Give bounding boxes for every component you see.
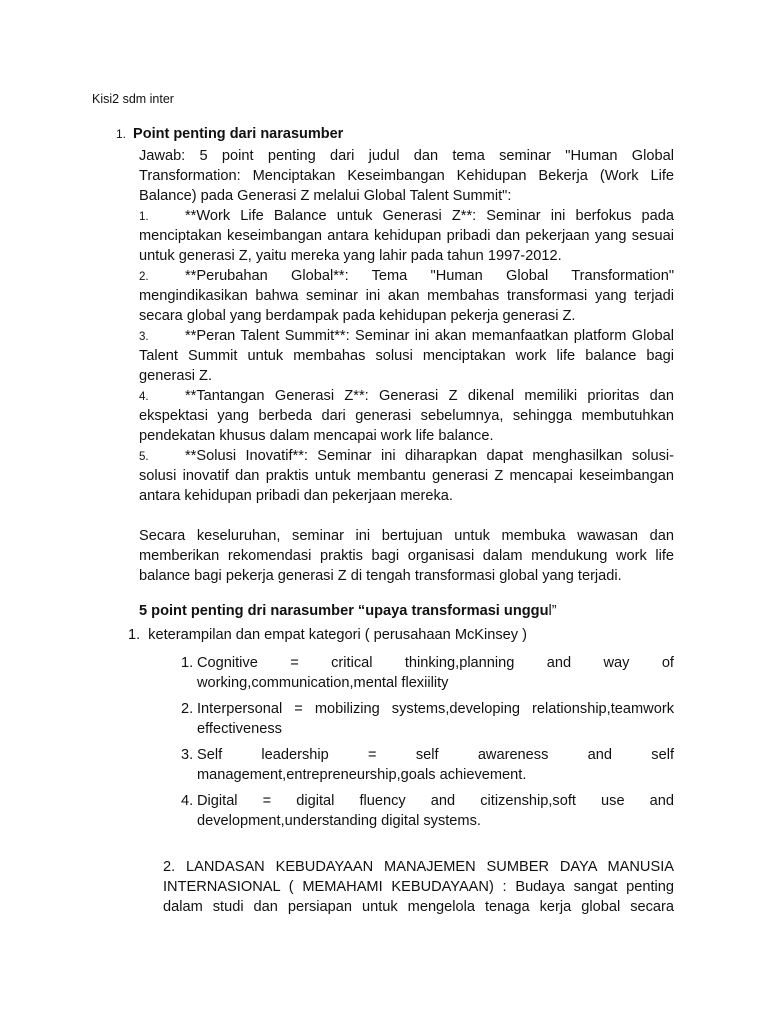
subsection-1 [128,627,527,643]
list-number: 5. [139,451,149,463]
category-line-1: Self leadership = self awareness and self [197,747,674,763]
category-number: 4. [181,793,194,809]
category-line-2: development,understanding digital systems. [197,813,481,829]
list-number: 4. [139,391,149,403]
category-item [181,699,674,739]
list-number: 1. [139,211,149,223]
category-line-1: Interpersonal = mobilizing systems,developing relationship,teamwork [197,701,674,717]
category-number: 3. [181,747,194,763]
section-2-heading [139,603,557,619]
list-text: **Tantangan Generasi Z**: Generasi Z dikenal memiliki prioritas dan ekspektasi yang berbeda dari generasi sebelumnya, sehingga membutuhkan pendekatan khusus dalam mencapai work life balance. [139,388,674,444]
category-line-2: management,entrepreneurship,goals achievement. [197,767,527,783]
section-1-number: 1. [116,127,127,141]
list-text: **Work Life Balance untuk Generasi Z**: Seminar ini berfokus pada menciptakan keseimbangan antara kehidupan pribadi dan pekerjaan yang sesuai untuk generasi Z, yaitu mereka yang lahir pada tahun 1997-2012. [139,208,674,264]
category-line-1: Cognitive = critical thinking,planning and way of [197,655,674,671]
list-text: **Peran Talent Summit**: Seminar ini akan memanfaatkan platform Global Talent Summit untuk membahas solusi menciptakan work life balance bagi generasi Z. [139,328,674,384]
category-number: 1. [181,655,194,671]
section-1-body [139,146,674,586]
category-number: 2. [181,701,194,717]
category-line-1: Digital = digital fluency and citizenship,soft use and [197,793,674,809]
list-item [139,446,674,506]
category-item [181,791,674,831]
list-item [139,386,674,446]
answer-paragraph: Jawab: 5 point penting dari judul dan tema seminar "Human Global Transformation: Menciptakan Keseimbangan Kehidupan Bekerja (Work Life Balance) pada Generasi Z melalui Global Talent Summit": [139,148,674,204]
list-text: **Solusi Inovatif**: Seminar ini diharapkan dapat menghasilkan solusi-solusi inovatif dan praktis untuk membantu generasi Z mencapai keseimbangan antara kehidupan pribadi dan pekerjaan mereka. [139,448,674,504]
category-line-2: working,communication,mental flexiility [197,675,449,691]
category-item [181,653,674,693]
section-3-paragraph: 2. LANDASAN KEBUDAYAAN MANAJEMEN SUMBER DAYA MANUSIA INTERNASIONAL ( MEMAHAMI KEBUDAYAAN) : Budaya sangat penting dalam studi dan persiapan untuk mengelola tenaga kerja global secara [163,859,674,915]
list-item [139,206,674,266]
list-text: **Perubahan Global**: Tema "Human Global Transformation" mengindikasikan bahwa seminar ini akan membahas transformasi yang terjadi secara global yang berdampak pada kehidupan pekerja generasi Z. [139,268,674,324]
list-number: 3. [139,331,149,343]
document-title: Kisi2 sdm inter [92,92,174,106]
section-1-heading [116,126,343,142]
list-item [139,266,674,326]
list-item [139,326,674,386]
category-line-2: effectiveness [197,721,282,737]
subsection-text: keterampilan dan empat kategori ( perusahaan McKinsey ) [148,627,527,643]
section-1-title: Point penting dari narasumber [133,126,344,142]
summary-paragraph: Secara keseluruhan, seminar ini bertujuan untuk membuka wawasan dan memberikan rekomendasi praktis bagi organisasi dalam mendukung work life balance bagi pekerja generasi Z di tengah transformasi global yang terjadi. [139,528,674,584]
section-2-heading-rest: l” [548,603,557,619]
subsection-number: 1. [128,627,141,643]
category-item [181,745,674,785]
list-number: 2. [139,271,149,283]
section-2-heading-bold: 5 point penting dri narasumber “upaya transformasi unggu [139,603,549,619]
